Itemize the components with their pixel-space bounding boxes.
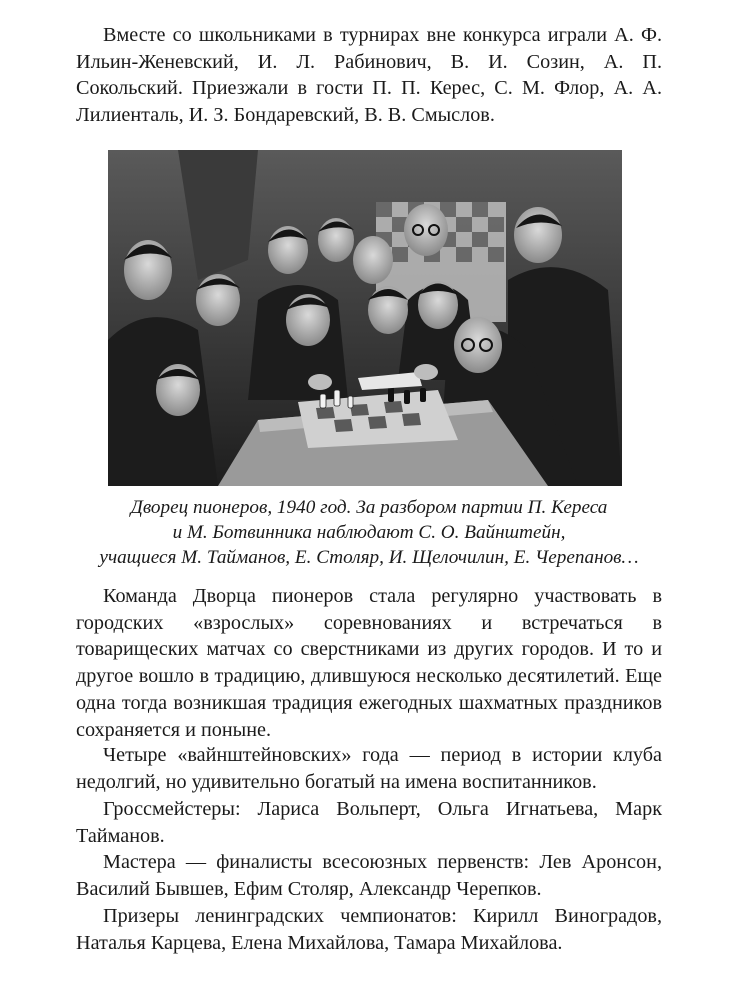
body-paragraph: Мастера — финалисты всесоюзных первенств: Лев Аронсон, Василий Бывшев, Ефим Столяр, Александр Черепков.: [76, 851, 662, 900]
body-paragraph: Гроссмейстеры: Лариса Вольперт, Ольга Игнатьева, Марк Тайманов.: [76, 798, 662, 847]
body-paragraph: Команда Дворца пионеров стала регулярно участвовать в городских «взрослых» соревнованиях и встречаться в товарищеских матчах со сверстниками из других городов. И то и другое вошло в традицию, длившуюся несколько десятилетий. Еще одна тогда возникшая традиция ежегодных шахматных праздников сохраняется и поныне.: [76, 585, 662, 741]
chess-players-photo: [108, 150, 622, 486]
photo-caption: [76, 495, 662, 570]
caption-line: Дворец пионеров, 1940 год. За разбором партии П. Кереса: [130, 497, 608, 518]
intro-paragraph: Вместе со школьниками в турнирах вне конкурса играли А. Ф. Ильин-Женевский, И. Л. Рабинович, В. И. Созин, А. П. Сокольский. Приезжали в гости П. П. Керес, С. М. Флор, А. А. Лилиенталь, И. З. Бондаревский, В. В. Смыслов.: [76, 24, 662, 127]
caption-line: и М. Ботвинника наблюдают С. О. Вайнштейн,: [172, 522, 566, 543]
body-paragraph: Призеры ленинградских чемпионатов: Кирилл Виноградов, Наталья Карцева, Елена Михайлова, Тамара Михайлова.: [76, 905, 662, 954]
caption-line: учащиеся М. Тайманов, Е. Столяр, И. Щелочилин, Е. Черепанов…: [99, 547, 639, 568]
body-paragraph: Четыре «вайнштейновских» года — период в истории клуба недолгий, но удивительно богатый на имена воспитанников.: [76, 744, 662, 793]
photo-illustration: [108, 150, 622, 486]
